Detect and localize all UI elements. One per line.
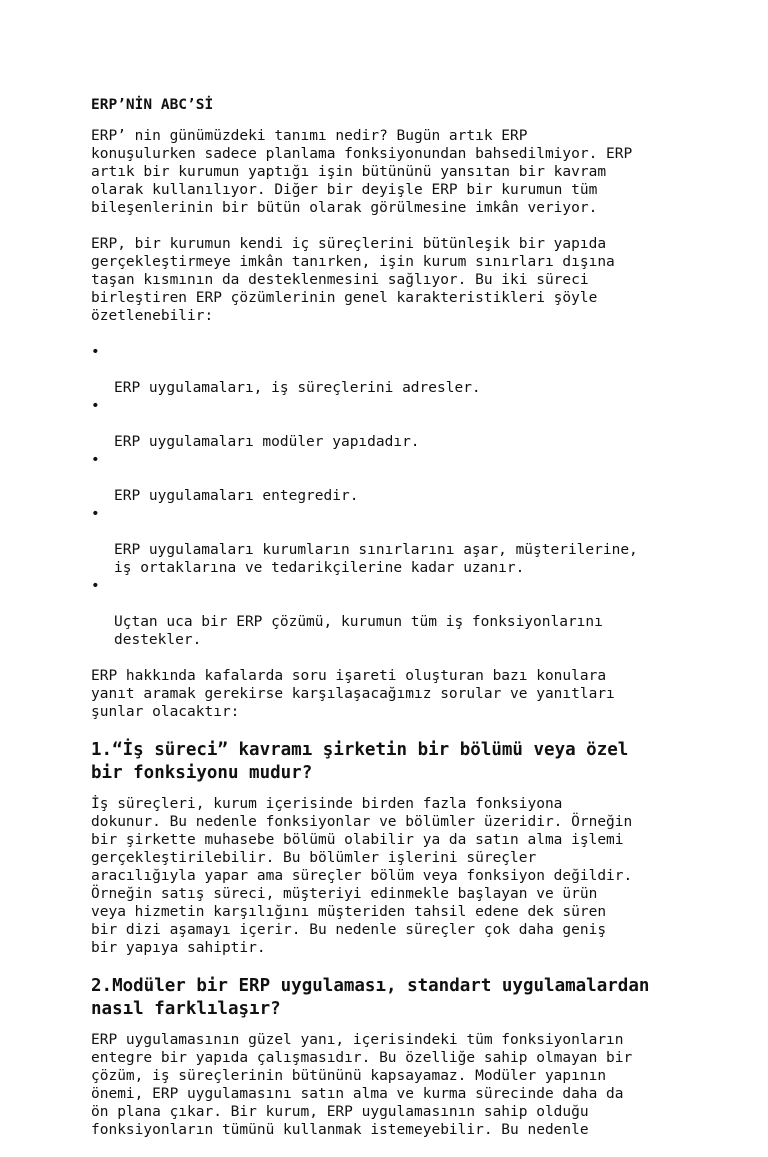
list-item-text: ERP uygulamaları modüler yapıdadır. xyxy=(114,434,420,450)
bullet-icon: • xyxy=(91,578,100,594)
document-title: ERP’NİN ABC’Sİ xyxy=(91,97,214,113)
section-body-2: ERP uygulamasının güzel yanı, içerisindeki tüm fonksiyonların entegre bir yapıda çalışmasıdır. Bu özelliğe sahip olmayan bir çözüm, iş süreçlerinin bütününü kapsayamaz. Modüler yapının önemi, ERP uygulamasını satın alma ve kurma sürecinde daha da ön plana çıkar. Bir kurum, ERP uygulamasının sahip olduğu fonksiyonların tümünü kullanmak istemeyebilir. Bu nedenle xyxy=(91,1032,633,1138)
list-item-text: ERP uygulamaları entegredir. xyxy=(114,488,359,504)
list-item xyxy=(91,577,691,649)
list-item xyxy=(91,397,691,451)
list-item xyxy=(91,505,691,577)
closing-paragraph: ERP hakkında kafalarda soru işareti oluşturan bazı konulara yanıt aramak gerekirse karşılaşacağımız sorular ve yanıtları şunlar olacaktır: xyxy=(91,668,615,720)
bullet-icon: • xyxy=(91,452,100,468)
list-item-text: ERP uygulamaları kurumların sınırlarını aşar, müşterilerine, iş ortaklarına ve tedarikçilerine kadar uzanır. xyxy=(114,542,638,576)
list-item xyxy=(91,343,691,397)
list-item-text: ERP uygulamaları, iş süreçlerini adresler. xyxy=(114,380,481,396)
list-item xyxy=(91,451,691,505)
bullet-icon: • xyxy=(91,398,100,414)
bullet-icon: • xyxy=(91,506,100,522)
section-body-1: İş süreçleri, kurum içerisinde birden fazla fonksiyona dokunur. Bu nedenle fonksiyonlar ve bölümler üzeridir. Örneğin bir şirkette muhasebe bölümü olabilir ya da satın alma işlemi gerçekleştirilebilir. Bu bölümler işlerini süreçler aracılığıyla yapar ama süreçler bölüm veya fonksiyon değildir. Örneğin satış süreci, müşteriyi edinmekle başlayan ve ürün veya hizmetin karşılığını müşteriden tahsil edene dek süren bir dizi aşamayı içerir. Bu nedenle süreçler çok daha geniş bir yapıya sahiptir. xyxy=(91,796,633,956)
list-item-text: Uçtan uca bir ERP çözümü, kurumun tüm iş fonksiyonlarını destekler. xyxy=(114,614,603,648)
characteristics-list xyxy=(91,343,691,649)
intro-paragraph: ERP’ nin günümüzdeki tanımı nedir? Bugün artık ERP konuşulurken sadece planlama fonksiyonundan bahsedilmiyor. ERP artık bir kurumun yaptığı işin bütününü yansıtan bir kavram olarak kullanılıyor. Diğer bir deyişle ERP bir kurumun tüm bileşenlerinin bir bütün olarak görülmesine imkân veriyor. xyxy=(91,128,633,216)
intro-paragraph: ERP, bir kurumun kendi iç süreçlerini bütünleşik bir yapıda gerçekleştirmeye imkân tanırken, işin kurum sınırları dışına taşan kısmının da desteklenmesini sağlıyor. Bu iki süreci birleştiren ERP çözümlerinin genel karakteristikleri şöyle özetlenebilir: xyxy=(91,236,615,324)
section-heading-1: 1.“İş süreci” kavramı şirketin bir bölümü veya özel bir fonksiyonu mudur? xyxy=(91,740,629,783)
document-page xyxy=(91,96,691,1157)
bullet-icon: • xyxy=(91,344,100,360)
section-heading-2: 2.Modüler bir ERP uygulaması, standart uygulamalardan nasıl farklılaşır? xyxy=(91,976,650,1019)
